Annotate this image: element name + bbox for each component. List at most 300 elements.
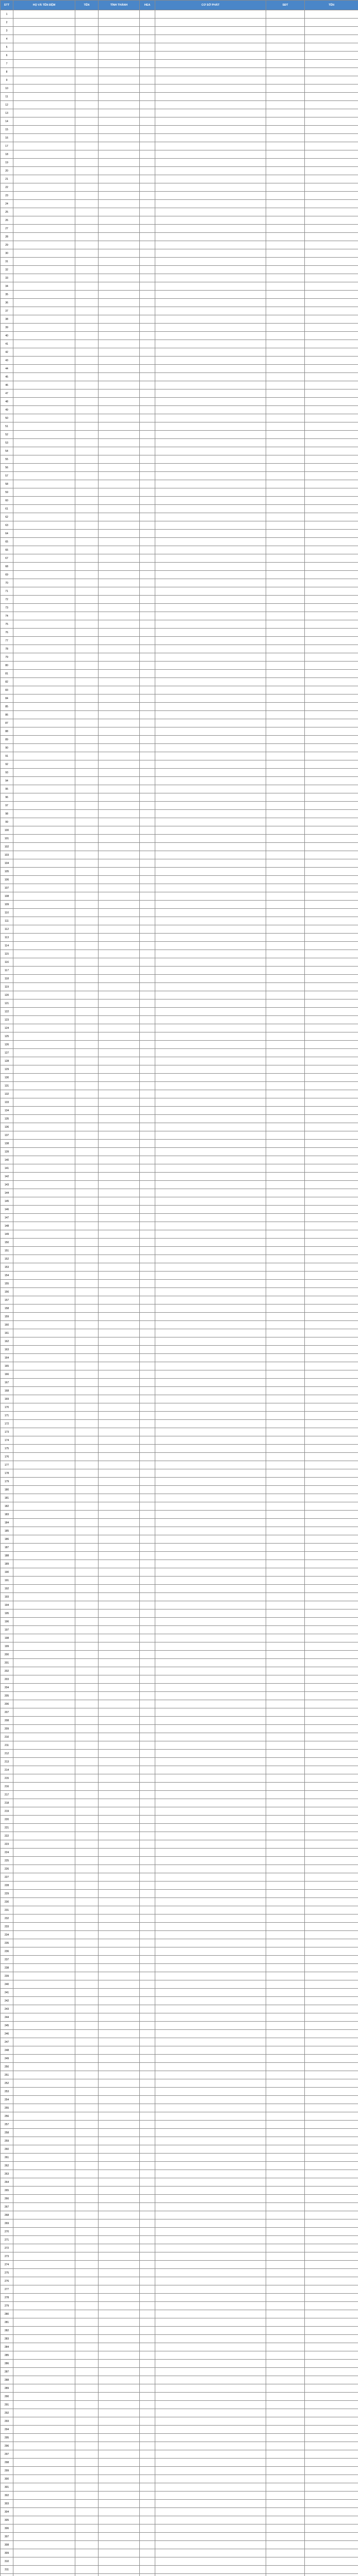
ten-2-cell [305,1906,358,1914]
stt-cell: 93 [1,769,13,777]
tinh-thanh-cell [99,2162,140,2170]
table-row [1,2310,358,2318]
table-row [1,10,358,19]
co-so-phat-cell [155,1931,266,1939]
hea-cell [140,1923,155,1931]
co-so-phat-cell [155,1024,266,1032]
stt-cell: 110 [1,909,13,917]
sdt-cell [266,357,305,365]
table-row [1,2483,358,2492]
ten-2-cell [305,1337,358,1346]
stt-cell: 194 [1,1601,13,1609]
ho-va-ten-dem-cell [13,315,75,324]
table-row [1,1403,358,1412]
stt-cell: 281 [1,2318,13,2327]
tinh-thanh-cell [99,2434,140,2442]
sdt-cell [266,1239,305,1247]
table-row [1,2434,358,2442]
tinh-thanh-cell [99,554,140,563]
hea-cell [140,1956,155,1964]
ten-2-cell [305,357,358,365]
co-so-phat-cell [155,2351,266,2360]
ten-2-cell [305,859,358,868]
ten-cell [75,1725,99,1733]
sdt-cell [266,967,305,975]
ten-2-cell [305,2063,358,2071]
ho-va-ten-dem-cell [13,109,75,117]
co-so-phat-cell [155,554,266,563]
hea-cell [140,422,155,431]
co-so-phat-cell [155,785,266,793]
ten-cell [75,2351,99,2360]
ho-va-ten-dem-cell [13,2459,75,2467]
tinh-thanh-cell [99,1585,140,1593]
table-row [1,744,358,752]
hea-cell [140,2434,155,2442]
hea-cell [140,1329,155,1337]
hea-cell [140,1032,155,1041]
tinh-thanh-cell [99,1090,140,1098]
co-so-phat-cell [155,183,266,192]
ho-va-ten-dem-cell [13,1420,75,1428]
ten-2-cell [305,1107,358,1115]
ten-2-cell [305,1461,358,1469]
stt-cell: 17 [1,142,13,150]
ten-2-cell [305,274,358,282]
sdt-cell [266,414,305,422]
ten-2-cell [305,2318,358,2327]
table-row [1,901,358,909]
hea-cell [140,1882,155,1890]
stt-cell: 28 [1,233,13,241]
hea-cell [140,727,155,736]
tinh-thanh-cell [99,1065,140,1074]
stt-cell: 280 [1,2310,13,2318]
tinh-thanh-cell [99,1947,140,1956]
tinh-thanh-cell [99,2063,140,2071]
tinh-thanh-cell [99,1321,140,1329]
hea-cell [140,142,155,150]
tinh-thanh-cell [99,678,140,686]
ho-va-ten-dem-cell [13,1519,75,1527]
ten-cell [75,1972,99,1980]
ten-cell [75,2088,99,2096]
sdt-cell [266,1840,305,1849]
sdt-cell [266,1519,305,1527]
table-row [1,967,358,975]
tinh-thanh-cell [99,200,140,208]
table-row [1,1247,358,1255]
co-so-phat-cell [155,2187,266,2195]
hea-cell [140,93,155,101]
tinh-thanh-cell [99,2236,140,2244]
hea-cell [140,579,155,587]
table-row [1,1395,358,1403]
table-row [1,810,358,818]
ten-2-cell [305,826,358,835]
ten-2-cell [305,1857,358,1865]
hea-cell [140,1362,155,1370]
co-so-phat-cell [155,1675,266,1684]
ten-2-cell [305,2360,358,2368]
sdt-cell [266,2376,305,2384]
stt-cell: 284 [1,2343,13,2351]
ten-cell [75,1272,99,1280]
ho-va-ten-dem-cell [13,282,75,291]
ho-va-ten-dem-cell [13,1634,75,1642]
table-row [1,2327,358,2335]
ho-va-ten-dem-cell [13,2294,75,2302]
stt-cell: 90 [1,744,13,752]
ten-2-cell [305,901,358,909]
ten-cell [75,983,99,991]
ten-cell [75,2310,99,2318]
tinh-thanh-cell [99,76,140,84]
ten-2-cell [305,2409,358,2417]
hea-cell [140,1478,155,1486]
tinh-thanh-cell [99,1387,140,1395]
hea-cell [140,1090,155,1098]
tinh-thanh-cell [99,1832,140,1840]
stt-cell: 136 [1,1123,13,1131]
ten-cell [75,1906,99,1914]
co-so-phat-cell [155,892,266,901]
ten-2-cell [305,793,358,802]
co-so-phat-cell [155,1816,266,1824]
table-row [1,2203,358,2211]
ten-cell [75,1511,99,1519]
ten-2-cell [305,694,358,703]
hea-cell [140,1164,155,1173]
co-so-phat-cell [155,1964,266,1972]
co-so-phat-cell [155,1321,266,1329]
sdt-cell [266,2228,305,2236]
stt-cell: 130 [1,1074,13,1082]
sdt-cell [266,315,305,324]
ho-va-ten-dem-cell [13,999,75,1008]
stt-cell: 301 [1,2483,13,2492]
tinh-thanh-cell [99,1469,140,1478]
co-so-phat-cell [155,1956,266,1964]
ten-2-cell [305,2088,358,2096]
ten-cell [75,84,99,93]
sdt-cell [266,2467,305,2475]
table-row [1,1947,358,1956]
table-row [1,1519,358,1527]
table-row [1,563,358,571]
ho-va-ten-dem-cell [13,1832,75,1840]
hea-cell [140,2541,155,2549]
table-row [1,686,358,694]
ten-cell [75,999,99,1008]
ho-va-ten-dem-cell [13,1082,75,1090]
sdt-cell [266,52,305,60]
tinh-thanh-cell [99,662,140,670]
ten-2-cell [305,563,358,571]
table-row [1,216,358,225]
ten-2-cell [305,1799,358,1807]
ten-cell [75,2368,99,2376]
hea-cell [140,975,155,983]
sdt-cell [266,1049,305,1057]
stt-cell: 78 [1,645,13,653]
ho-va-ten-dem-cell [13,1164,75,1173]
ho-va-ten-dem-cell [13,2475,75,2483]
hea-cell [140,1041,155,1049]
sdt-cell [266,1964,305,1972]
hea-cell [140,2145,155,2154]
co-so-phat-cell [155,2360,266,2368]
stt-cell: 162 [1,1337,13,1346]
ho-va-ten-dem-cell [13,670,75,678]
co-so-phat-cell [155,249,266,258]
ten-2-cell [305,150,358,159]
ten-cell [75,1939,99,1947]
sdt-cell [266,769,305,777]
ho-va-ten-dem-cell [13,2434,75,2442]
ho-va-ten-dem-cell [13,736,75,744]
co-so-phat-cell [155,315,266,324]
tinh-thanh-cell [99,777,140,785]
sdt-cell [266,1873,305,1882]
ho-va-ten-dem-cell [13,1609,75,1618]
ten-cell [75,1989,99,1997]
sdt-cell [266,711,305,719]
sdt-cell [266,1511,305,1519]
sdt-cell [266,530,305,538]
sdt-cell [266,1222,305,1230]
table-row [1,950,358,958]
stt-cell: 258 [1,2129,13,2137]
table-row [1,991,358,999]
table-row [1,513,358,521]
table-row [1,1428,358,1436]
sdt-cell [266,826,305,835]
tinh-thanh-cell [99,917,140,925]
sdt-cell [266,1535,305,1544]
co-so-phat-cell [155,793,266,802]
ten-2-cell [305,1387,358,1395]
sdt-cell [266,2393,305,2401]
ten-cell [75,934,99,942]
co-so-phat-cell [155,200,266,208]
table-row [1,464,358,472]
tinh-thanh-cell [99,1568,140,1577]
hea-cell [140,1346,155,1354]
tinh-thanh-cell [99,2450,140,2459]
ho-va-ten-dem-cell [13,2285,75,2294]
ten-2-cell [305,2434,358,2442]
table-row [1,315,358,324]
table-row [1,1016,358,1024]
stt-cell: 149 [1,1230,13,1239]
tinh-thanh-cell [99,1882,140,1890]
hea-cell [140,1024,155,1032]
tinh-thanh-cell [99,2013,140,2022]
hea-cell [140,2013,155,2022]
hea-cell [140,1445,155,1453]
ten-2-cell [305,126,358,134]
ho-va-ten-dem-cell [13,2038,75,2046]
ten-2-cell [305,1024,358,1032]
ho-va-ten-dem-cell [13,2277,75,2285]
sdt-cell [266,2269,305,2277]
ten-cell [75,1379,99,1387]
tinh-thanh-cell [99,1082,140,1090]
ho-va-ten-dem-cell [13,1824,75,1832]
co-so-phat-cell [155,967,266,975]
ten-2-cell [305,1634,358,1642]
stt-cell: 141 [1,1164,13,1173]
ho-va-ten-dem-cell [13,727,75,736]
ho-va-ten-dem-cell [13,2104,75,2112]
ho-va-ten-dem-cell [13,1296,75,1304]
ten-2-cell [305,398,358,406]
hea-cell [140,1239,155,1247]
hea-cell [140,2508,155,2516]
sdt-cell [266,1956,305,1964]
co-so-phat-cell [155,1354,266,1362]
co-so-phat-cell [155,884,266,892]
table-row [1,1214,358,1222]
co-so-phat-cell [155,769,266,777]
co-so-phat-cell [155,2492,266,2500]
co-so-phat-cell [155,909,266,917]
table-row [1,1436,358,1445]
stt-cell: 188 [1,1552,13,1560]
table-row [1,19,358,27]
sdt-cell [266,1725,305,1733]
hea-cell [140,1675,155,1684]
hea-cell [140,1296,155,1304]
ten-cell [75,2508,99,2516]
table-row [1,142,358,150]
stt-cell: 70 [1,579,13,587]
co-so-phat-cell [155,307,266,315]
ten-2-cell [305,1997,358,2005]
ten-cell [75,216,99,225]
sdt-cell [266,398,305,406]
hea-cell [140,52,155,60]
ten-cell [75,1082,99,1090]
tinh-thanh-cell [99,2302,140,2310]
ten-cell [75,1601,99,1609]
sdt-cell [266,2475,305,2483]
ho-va-ten-dem-cell [13,1486,75,1494]
stt-cell: 61 [1,505,13,513]
table-header-row [1,1,358,10]
tinh-thanh-cell [99,1263,140,1272]
ten-2-cell [305,175,358,183]
ten-cell [75,2574,99,2576]
co-so-phat-cell [155,2508,266,2516]
hea-cell [140,1115,155,1123]
ten-2-cell [305,2228,358,2236]
stt-cell: 98 [1,810,13,818]
tinh-thanh-cell [99,1428,140,1436]
ten-2-cell [305,1626,358,1634]
ten-2-cell [305,414,358,422]
sdt-cell [266,2327,305,2335]
tinh-thanh-cell [99,629,140,637]
ten-2-cell [305,2285,358,2294]
tinh-thanh-cell [99,1272,140,1280]
stt-cell: 253 [1,2088,13,2096]
co-so-phat-cell [155,2294,266,2302]
stt-cell: 256 [1,2112,13,2121]
hea-cell [140,983,155,991]
tinh-thanh-cell [99,1700,140,1708]
ho-va-ten-dem-cell [13,2162,75,2170]
table-row [1,2549,358,2557]
stt-cell: 175 [1,1445,13,1453]
sdt-cell [266,1890,305,1898]
ten-2-cell [305,183,358,192]
ho-va-ten-dem-cell [13,1816,75,1824]
ten-2-cell [305,1239,358,1247]
co-so-phat-cell [155,2549,266,2557]
co-so-phat-cell [155,2121,266,2129]
stt-cell: 127 [1,1049,13,1057]
tinh-thanh-cell [99,1123,140,1131]
ho-va-ten-dem-cell [13,1107,75,1115]
co-so-phat-cell [155,1906,266,1914]
ten-cell [75,488,99,497]
co-so-phat-cell [155,2005,266,2013]
hea-cell [140,769,155,777]
tinh-thanh-cell [99,579,140,587]
table-row [1,2409,358,2417]
sdt-cell [266,975,305,983]
ten-2-cell [305,958,358,967]
stt-cell: 243 [1,2005,13,2013]
co-so-phat-cell [155,2310,266,2318]
sdt-cell [266,1774,305,1783]
ten-2-cell [305,2129,358,2137]
co-so-phat-cell [155,1140,266,1148]
hea-cell [140,2384,155,2393]
tinh-thanh-cell [99,2096,140,2104]
table-row [1,167,358,175]
tinh-thanh-cell [99,826,140,835]
tinh-thanh-cell [99,1593,140,1601]
table-row [1,1651,358,1659]
hea-cell [140,851,155,859]
co-so-phat-cell [155,934,266,942]
co-so-phat-cell [155,2079,266,2088]
hea-cell [140,2030,155,2038]
stt-cell: 6 [1,52,13,60]
stt-cell: 260 [1,2145,13,2154]
ho-va-ten-dem-cell [13,2219,75,2228]
hea-cell [140,1412,155,1420]
column-header-ten-2: TÊN [305,1,358,10]
sdt-cell [266,1692,305,1700]
stt-cell: 274 [1,2261,13,2269]
ten-cell [75,1288,99,1296]
sdt-cell [266,2162,305,2170]
ho-va-ten-dem-cell [13,1445,75,1453]
tinh-thanh-cell [99,2046,140,2055]
table-row [1,1972,358,1980]
hea-cell [140,1255,155,1263]
table-row [1,587,358,596]
hea-cell [140,2343,155,2351]
sdt-cell [266,43,305,52]
sdt-cell [266,2063,305,2071]
hea-cell [140,455,155,464]
stt-cell: 226 [1,1865,13,1873]
